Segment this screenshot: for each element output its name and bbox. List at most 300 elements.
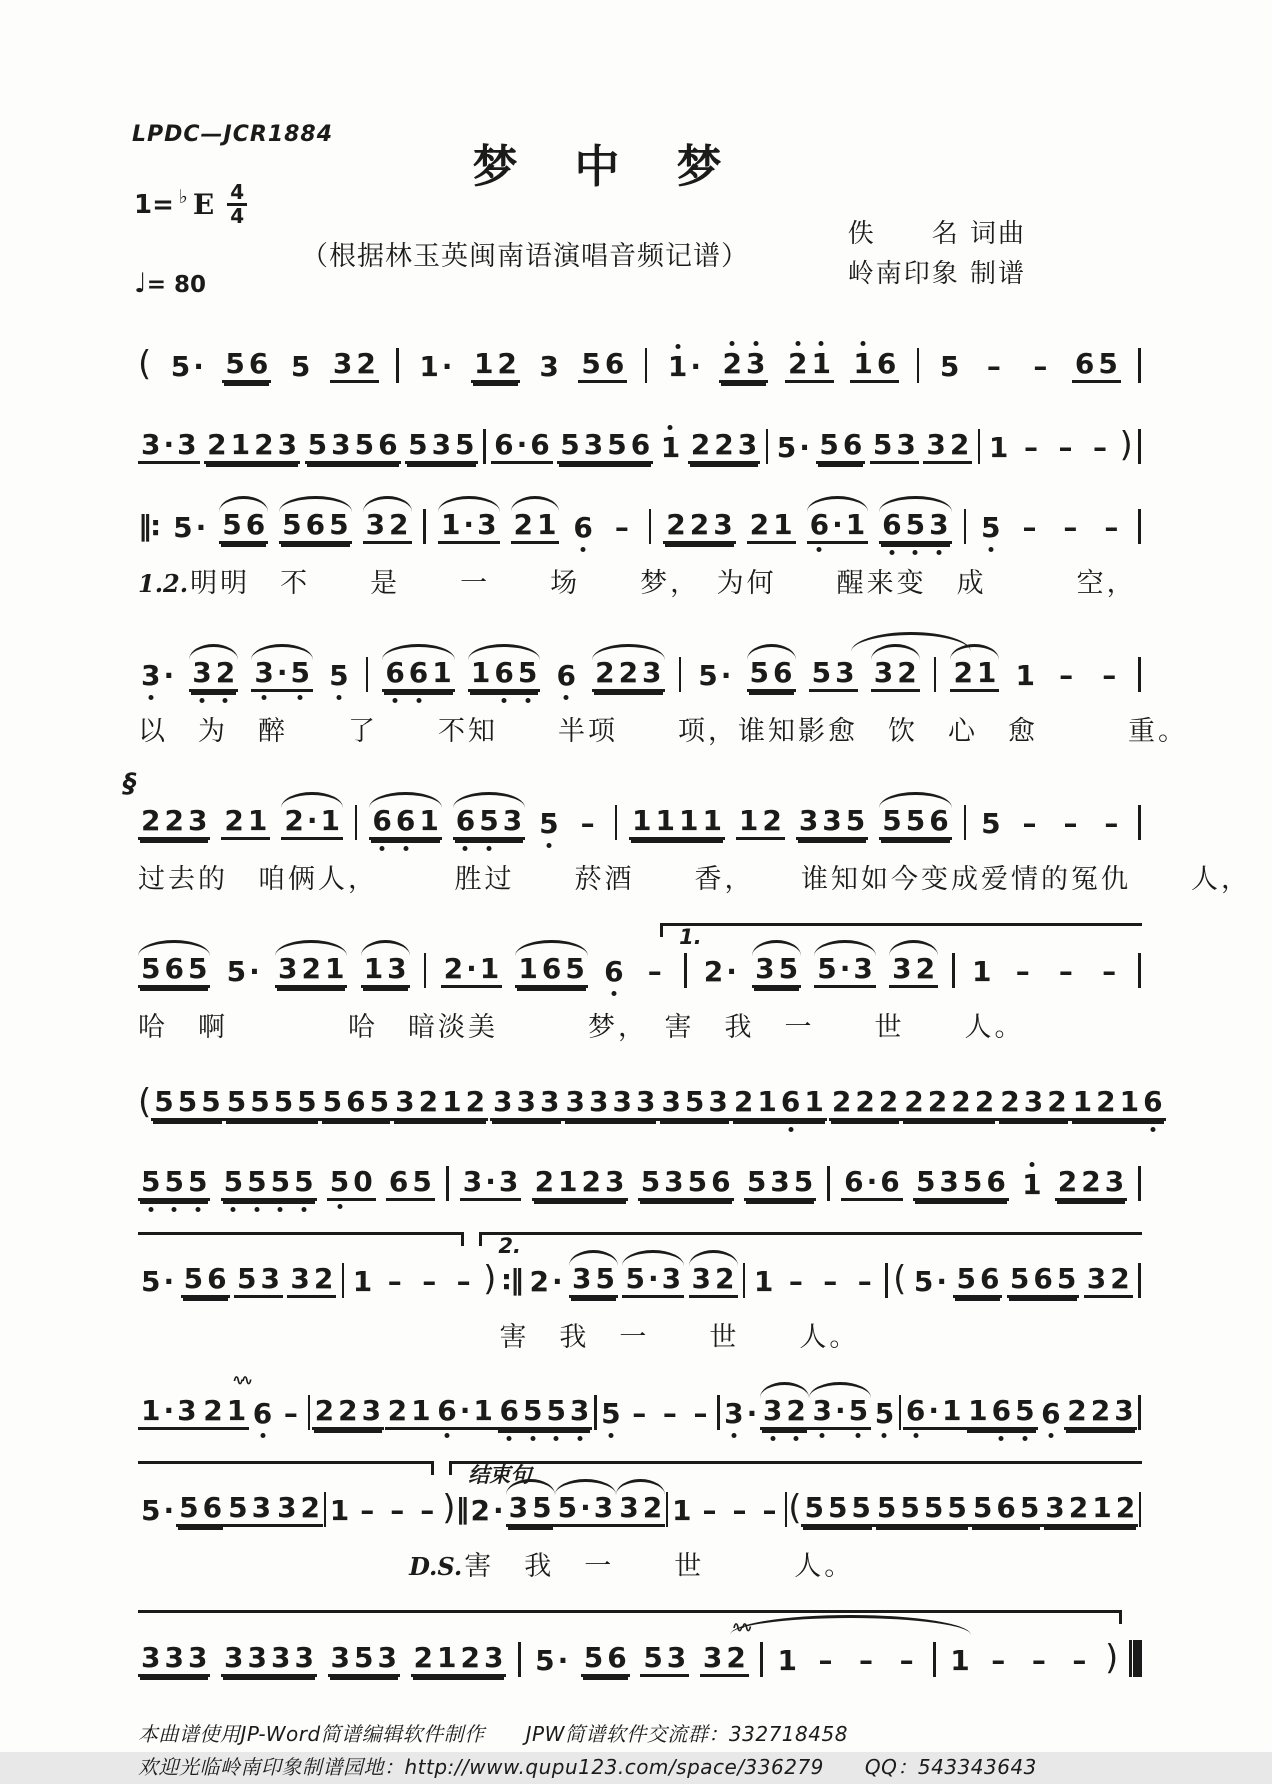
note-digit: 6 (346, 1085, 366, 1118)
beam-group (752, 952, 801, 988)
slurred-note-group (275, 952, 347, 988)
beam-group (592, 656, 664, 692)
beam-group (532, 1644, 570, 1677)
note-digit: 5 (882, 804, 902, 837)
beam-group (624, 1397, 654, 1430)
note-digit: 6 (880, 1165, 900, 1198)
note-digit: 5 (228, 1491, 248, 1524)
beam-group (1094, 955, 1124, 988)
note-digit: 3 (540, 1085, 560, 1118)
beam-group (978, 511, 1003, 544)
note-group (901, 1085, 997, 1121)
note-digit: – (1072, 1644, 1087, 1677)
note-digit: · (866, 1165, 878, 1198)
note-group (578, 347, 627, 383)
note-digit: 5 (226, 1085, 247, 1118)
note-digit: 0 (353, 1165, 373, 1198)
footer-site-note: 欢迎光临岭南印象制谱园地：http://www.qupu123.com/space/336279 QQ：543343643 (138, 1755, 1037, 1779)
note-group (997, 1085, 1069, 1121)
barline (366, 657, 369, 692)
note-digit: 3 (619, 1491, 639, 1524)
note-group (573, 807, 603, 840)
note-group (532, 1165, 628, 1201)
note-digit: 2 (690, 428, 711, 461)
note-digit: 1 (660, 431, 681, 464)
note-digit: 3 (395, 1085, 415, 1118)
note-digit: 3 (661, 1085, 681, 1118)
note-group (553, 659, 578, 692)
note-digit: 5 (981, 511, 1001, 544)
music-system (138, 1454, 1142, 1583)
note-group (655, 1397, 685, 1430)
beam-group (953, 1262, 1002, 1298)
note-digit: 1 (773, 508, 793, 541)
music-system (138, 407, 1142, 479)
note-group (326, 659, 351, 692)
beam-group (449, 1265, 479, 1298)
note-digit: 1 (702, 804, 722, 837)
note-digit: – (899, 1644, 914, 1677)
beam-group (736, 804, 785, 840)
note-digit: 2 (581, 1165, 602, 1198)
barline (396, 348, 399, 383)
barline (827, 1166, 830, 1201)
note-digit: · (726, 955, 737, 988)
note-digit: 6 (773, 656, 793, 689)
note-digit: 6 (494, 428, 514, 461)
lyrics-line: 以 为 醉 了 不知 半项 项，谁知影愈 饮 心 愈 重。 (138, 716, 1188, 747)
beam-group (1013, 659, 1038, 692)
key-letter: E (192, 188, 215, 221)
beam-group (913, 1165, 1009, 1201)
note-digit: 3 (493, 1085, 513, 1118)
note-digit: 2 (831, 1085, 852, 1118)
note-digit: 2 (703, 955, 724, 988)
note-digit: 5 (827, 1491, 848, 1524)
note-digit: 2 (300, 1491, 321, 1524)
note-digit: 6 (604, 347, 625, 380)
note-group (557, 428, 653, 464)
note-group (382, 1494, 412, 1527)
beam-group (754, 1494, 784, 1527)
note-digit: 2 (897, 656, 917, 689)
note-group (892, 1644, 922, 1677)
beam-group (416, 350, 454, 383)
note-digit: 6 (556, 659, 576, 692)
beam-group (138, 952, 210, 988)
beam-group (774, 1644, 799, 1677)
parenthesis: ) (1104, 1638, 1119, 1678)
beam-group (412, 1494, 442, 1527)
note-digit: 5 (408, 428, 428, 461)
note-digit: 2 (618, 656, 639, 689)
note-digit: 3 (270, 1641, 291, 1674)
note-digit: 5 (793, 1165, 814, 1198)
note-digit: 2 (497, 347, 517, 380)
barline (645, 348, 648, 383)
note-group (1007, 1262, 1079, 1298)
credit-lyricist: 佚 名 词曲 (847, 219, 1026, 249)
beam-group (1024, 1644, 1054, 1677)
beam-group (850, 347, 899, 383)
note-group (151, 1085, 223, 1121)
note-digit: – (702, 1494, 717, 1527)
note-digit: 5 (322, 1085, 343, 1118)
note-group (978, 807, 1003, 840)
note-digit: 5 (581, 347, 601, 380)
note-digit: 3 (1086, 1262, 1107, 1295)
beam-group (1084, 1262, 1133, 1298)
sheet-footer (138, 1718, 1142, 1784)
note-digit: 2 (666, 508, 686, 541)
beam-group (1008, 955, 1038, 988)
note-digit: 3 (588, 1085, 609, 1118)
barline (1138, 1395, 1141, 1430)
barline (324, 1492, 326, 1527)
note-digit: 5 (905, 508, 926, 541)
note-digit: 1 (518, 952, 538, 985)
note-digit: 6 (1033, 1262, 1053, 1295)
note-digit: 1 (473, 1394, 493, 1427)
note-digit: 1 (437, 1641, 457, 1674)
note-digit: 5 (164, 1165, 184, 1198)
trilled-note-group (700, 1641, 749, 1677)
beam-group (350, 1265, 375, 1298)
note-group (328, 1641, 400, 1677)
beam-group (665, 350, 703, 383)
beam-group (1050, 431, 1080, 464)
note-digit: 2 (314, 1394, 335, 1427)
note-digit: 5 (369, 1085, 390, 1118)
barline (423, 509, 426, 544)
note-group (913, 1165, 1009, 1201)
volta-tick (660, 925, 663, 937)
beam-group (320, 1085, 392, 1121)
note-group (1070, 1085, 1166, 1121)
note-group (221, 1165, 317, 1201)
note-digit: 3 (661, 1262, 682, 1295)
slurred-note-group (889, 952, 938, 988)
note-digit: 5 (923, 1491, 944, 1524)
note-digit: 3 (1114, 1394, 1134, 1427)
note-digit: 2 (284, 804, 304, 837)
note-digit: 5 (601, 1397, 621, 1430)
note-group (287, 1262, 336, 1298)
beam-group (719, 347, 768, 383)
note-digit: 2 (953, 656, 973, 689)
note-digit: 6 (388, 1165, 409, 1198)
note-group (810, 1644, 840, 1677)
slurred-note-group (814, 952, 876, 988)
beam-group (496, 1394, 592, 1430)
music-system (138, 488, 1142, 600)
note-group (754, 1494, 784, 1527)
note-group (471, 347, 520, 383)
note-group (669, 1494, 694, 1527)
beam-group (224, 955, 262, 988)
note-digit: · (163, 659, 175, 692)
beam-group (1055, 1165, 1127, 1201)
note-group (449, 1265, 479, 1298)
note-digit: 5 (819, 428, 839, 461)
note-digit: 5 (956, 1262, 976, 1295)
note-group (570, 511, 595, 544)
beam-group (685, 1397, 715, 1430)
music-system (138, 326, 1142, 398)
note-digit: – (420, 1494, 435, 1527)
note-group (536, 807, 561, 840)
note-digit: – (1033, 350, 1048, 383)
beam-group (382, 1494, 412, 1527)
note-digit: 2 (1068, 1491, 1089, 1524)
beam-group (181, 1262, 230, 1298)
slurred-note-group (511, 508, 560, 544)
beam-group (1007, 1262, 1079, 1298)
note-digit: 3 (254, 656, 274, 689)
beam-group (330, 347, 379, 383)
note-group (386, 1165, 435, 1201)
slurred-note-group (760, 1394, 809, 1430)
beam-group (1015, 807, 1045, 840)
note-digit: 3 (278, 952, 298, 985)
note-digit: 3 (835, 656, 855, 689)
beam-group (138, 659, 176, 692)
note-digit: 3 (612, 1085, 632, 1118)
barline (964, 805, 967, 840)
note-group (850, 347, 899, 383)
beam-group (721, 1397, 759, 1430)
beam-group (889, 952, 938, 988)
note-digit: 3 (377, 1641, 397, 1674)
note-digit: 6 (408, 656, 429, 689)
beam-group (563, 1085, 659, 1121)
note-digit: 3 (822, 804, 842, 837)
note-digit: 1 (352, 1265, 373, 1298)
barline (964, 509, 967, 544)
note-digit: 5 (972, 1491, 993, 1524)
volta-bracket (449, 1461, 1142, 1487)
note-digit: 1 (473, 347, 494, 380)
beam-group (441, 952, 503, 988)
barline (760, 1642, 763, 1677)
beam-group (138, 1165, 210, 1201)
note-digit: 1 (440, 508, 461, 541)
note-digit: 6 (876, 347, 897, 380)
note-digit: 2 (387, 1394, 408, 1427)
note-group (221, 1641, 317, 1677)
beam-group (879, 804, 951, 840)
note-digit: 6 (844, 1165, 864, 1198)
note-digit: 3 (431, 428, 452, 461)
note-digit: 2 (714, 428, 734, 461)
credits (848, 214, 1026, 295)
note-digit: 3 (939, 1165, 959, 1198)
beam-group (1051, 659, 1081, 692)
note-digit: – (422, 1265, 437, 1298)
note-group (965, 1394, 1037, 1430)
note-digit: 5 (981, 807, 1001, 840)
beam-group (555, 1491, 617, 1527)
note-digit: 2 (203, 1394, 223, 1427)
beam-group (724, 1494, 754, 1527)
note-digit: 2 (1057, 1165, 1078, 1198)
beam-group (874, 1491, 970, 1527)
note-digit: 5 (687, 1165, 708, 1198)
note-digit: 5 (455, 428, 475, 461)
note-group (496, 1394, 592, 1430)
note-digit: · (163, 1394, 175, 1427)
note-digit: – (1063, 511, 1078, 544)
beam-group (669, 1494, 694, 1527)
music-line (138, 488, 1142, 559)
note-digit: 2 (164, 804, 184, 837)
note-digit: 3 (224, 1641, 244, 1674)
note-group (1051, 955, 1081, 988)
beam-group (557, 428, 653, 464)
note-digit: 5 (187, 1165, 208, 1198)
note-digit: 1 (141, 1394, 161, 1427)
note-digit: 5 (225, 347, 245, 380)
note-group (1084, 1262, 1133, 1298)
music-system (138, 1374, 1142, 1445)
note-group (1013, 659, 1038, 692)
note-digit: 1 (942, 1394, 962, 1427)
note-digit: 6 (780, 1085, 801, 1118)
note-group (392, 1085, 488, 1121)
note-digit: · (832, 508, 843, 541)
barline (518, 1642, 521, 1677)
note-digit: 2 (927, 1085, 948, 1118)
note-group (638, 1165, 734, 1201)
note-digit: 2 (726, 1641, 746, 1674)
note-digit: 5 (141, 1494, 161, 1527)
note-digit: 5 (872, 428, 893, 461)
note-group (629, 804, 725, 840)
note-group (1051, 659, 1081, 692)
beam-group (312, 1394, 384, 1430)
note-group (1094, 659, 1124, 692)
beam-group (326, 659, 351, 692)
note-digit: · (195, 511, 207, 544)
barline (649, 509, 652, 544)
slurred-note-group (438, 508, 500, 544)
note-digit: 1 (972, 955, 992, 988)
slurred-note-group (251, 656, 313, 692)
beam-group (471, 347, 520, 383)
beam-group (979, 350, 1009, 383)
note-digit: 3 (635, 1085, 656, 1118)
note-digit: 1 (671, 1494, 692, 1527)
note-group (701, 955, 739, 988)
music-system (138, 620, 1188, 748)
note-digit: 1 (632, 804, 652, 837)
note-digit: 5 (640, 1165, 661, 1198)
note-digit: 2 (689, 508, 710, 541)
beam-group (638, 1165, 734, 1201)
beam-group (969, 955, 994, 988)
note-digit: 5 (905, 804, 926, 837)
note-digit: – (1022, 511, 1037, 544)
note-digit: · (839, 952, 851, 985)
note-digit: 5 (817, 952, 837, 985)
note-digit: 5 (776, 431, 797, 464)
note-group (911, 1265, 949, 1298)
beam-group (658, 1085, 730, 1121)
repeat-barline: ‖ (455, 1492, 468, 1525)
footer-software-note: 本曲谱使用JP-Word简谱编辑软件制作 JPW简谱软件交流群：332718458 (138, 1722, 848, 1746)
note-digit: · (551, 1265, 563, 1298)
note-digit: 3 (572, 1262, 592, 1295)
lyrics-line: 过去的 咱俩人， 胜过 菸酒 香， 谁知如今变成爱情的冤仇 人， (138, 864, 1251, 895)
note-digit: 3 (605, 1165, 625, 1198)
note-digit: 5 (412, 1165, 432, 1198)
slurred-note-group (950, 656, 999, 692)
barline (1138, 348, 1141, 383)
key-signature (134, 182, 247, 227)
slurred-note-group (363, 508, 412, 544)
note-digit: 3 (187, 1641, 208, 1674)
note-digit: 3 (141, 659, 161, 692)
beam-group (1042, 1491, 1138, 1527)
note-group (385, 1394, 434, 1430)
slurred-note-group (752, 952, 801, 988)
note-digit: 6 (207, 1262, 227, 1295)
beam-group (578, 347, 627, 383)
note-digit: 3 (141, 1641, 161, 1674)
lyrics-line: 害 我 一 世 人。 (499, 1322, 860, 1353)
note-group (1055, 511, 1085, 544)
lyrics-verse-prefix: D.S. (409, 1552, 463, 1581)
note-digit: 2 (301, 952, 321, 985)
note-group (1016, 431, 1046, 464)
note-group (138, 804, 210, 840)
note-digit: 2 (951, 1085, 971, 1118)
beam-group (275, 952, 347, 988)
note-digit: – (387, 1265, 402, 1298)
note-digit: 1 (419, 804, 439, 837)
note-group (176, 1491, 225, 1527)
beam-group (701, 955, 739, 988)
slurred-note-group (506, 1491, 555, 1527)
beam-group (221, 804, 270, 840)
beam-group (950, 656, 999, 692)
beam-group (532, 1165, 628, 1201)
music-system (138, 1145, 1142, 1216)
beam-group (1072, 347, 1121, 383)
note-digit: 1 (230, 428, 251, 461)
note-digit: 6 (630, 428, 651, 461)
music-line (138, 1374, 1142, 1445)
beam-group (460, 1165, 522, 1201)
note-digit: – (1104, 511, 1119, 544)
beam-group (328, 1641, 400, 1677)
beam-group (1051, 955, 1081, 988)
note-group (352, 1494, 382, 1527)
note-digit: 6 (986, 1165, 1006, 1198)
note-digit: · (516, 428, 528, 461)
note-digit: 6 (202, 1491, 223, 1524)
note-digit: 5 (517, 656, 538, 689)
note-digit: 3 (724, 1397, 744, 1430)
note-digit: – (647, 955, 662, 988)
note-group (953, 1262, 1002, 1298)
beam-group (1055, 807, 1085, 840)
note-group (1094, 955, 1124, 988)
note-group (688, 428, 760, 464)
note-group (658, 431, 683, 464)
note-group (1008, 955, 1038, 988)
note-digit: 3 (260, 1262, 280, 1295)
